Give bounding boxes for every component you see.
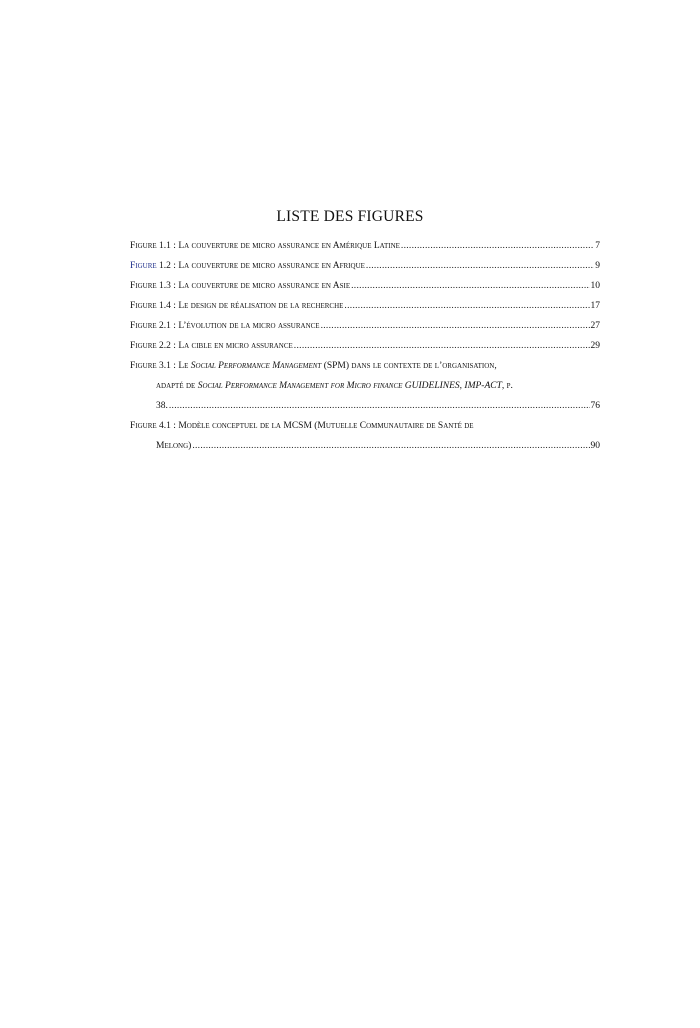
figure-entry-4-1[interactable]: Figure 4.1 : Modèle conceptuel de la MCSM (Mutuelle Communautaire de Santé de Melong) ..... 90	[130, 416, 600, 456]
leader-dots	[401, 236, 594, 256]
page-number: 7	[595, 241, 600, 251]
leader-dots	[321, 316, 590, 336]
figure-number: 1.4	[159, 301, 171, 311]
figure-entry-2-1[interactable]: Figure 2.1 : L’évolution de la micro assurance ..... 27	[130, 316, 600, 336]
page-number: 76	[590, 401, 600, 411]
page-number: 9	[595, 261, 600, 271]
figure-caption-part: adapté de	[156, 381, 196, 391]
figure-entry-1-3[interactable]: Figure 1.3 : La couverture de micro assurance en Asie ..... 10	[130, 276, 600, 296]
leader-dots	[366, 256, 594, 276]
figure-number: 3.1	[159, 361, 171, 371]
figure-label: Figure	[130, 281, 157, 291]
figure-label: Figure	[130, 301, 157, 311]
leader-dots	[192, 436, 589, 456]
figure-caption-part: (Mutuelle Communautaire de Santé de	[314, 421, 474, 431]
figure-number: 2.1	[159, 321, 171, 331]
figure-caption: L’évolution de la micro assurance	[178, 321, 320, 331]
figure-label: Figure	[130, 241, 157, 251]
figure-entry-1-4[interactable]: Figure 1.4 : Le design de réalisation de la recherche ..... 17	[130, 296, 600, 316]
figure-caption-part: Modèle conceptuel de la	[178, 421, 281, 431]
figure-label: Figure	[130, 421, 157, 431]
leader-dots	[344, 296, 589, 316]
figure-caption: La couverture de micro assurance en Asie	[178, 281, 351, 291]
figure-label: Figure	[130, 321, 157, 331]
figure-caption-italic: Social Performance Management	[190, 361, 322, 371]
figure-number: 1.3	[159, 281, 171, 291]
figure-caption-part: 38.	[156, 401, 168, 411]
figure-caption-abbrev: MCSM	[283, 421, 312, 431]
figure-label: Figure	[130, 361, 157, 371]
page-number: 17	[590, 301, 600, 311]
figure-caption-part: Le	[178, 361, 189, 371]
leader-dots	[169, 396, 590, 416]
figure-caption-part: dans le contexte de l’organisation,	[351, 361, 497, 371]
leader-dots	[294, 336, 590, 356]
figure-caption: La cible en micro assurance	[178, 341, 293, 351]
figure-number: 4.1	[159, 421, 171, 431]
figure-caption: La couverture de micro assurance en Afrique	[178, 261, 365, 271]
leader-dots	[351, 276, 589, 296]
page-number: 10	[590, 281, 600, 291]
figure-caption-italic-upper: GUIDELINES, IMP-ACT	[404, 381, 502, 391]
figure-caption-italic: Social Performance Management for Micro finance	[197, 381, 403, 391]
figure-label: Figure	[130, 341, 157, 351]
figure-caption-part: , p.	[501, 381, 513, 391]
figure-caption-part: Melong)	[156, 441, 192, 451]
figure-caption: La couverture de micro assurance en Amérique Latine	[178, 241, 400, 251]
figure-caption-abbrev: (SPM)	[323, 361, 350, 371]
page-number: 90	[590, 441, 600, 451]
figure-entry-3-1[interactable]: Figure 3.1 : Le Social Performance Management (SPM) dans le contexte de l’organisation, adapté de Social Performance Management for Micro finance GUIDELINES, IMP-ACT , p. 38. ..... 76	[130, 356, 600, 416]
figure-entry-2-2[interactable]: Figure 2.2 : La cible en micro assurance ..... 29	[130, 336, 600, 356]
figure-entry-1-2[interactable]: Figure 1.2 : La couverture de micro assurance en Afrique ..... 9	[130, 256, 600, 276]
figure-entry-1-1[interactable]: Figure 1.1 : La couverture de micro assurance en Amérique Latine ..... 7	[130, 236, 600, 256]
page-number: 29	[590, 341, 600, 351]
figure-caption: Le design de réalisation de la recherche	[178, 301, 344, 311]
figure-label-link[interactable]: Figure	[130, 261, 157, 271]
page-title: LISTE DES FIGURES	[276, 208, 424, 225]
figure-number: 1.1	[159, 241, 171, 251]
figure-number: 1.2	[159, 261, 171, 271]
page-number: 27	[590, 321, 600, 331]
figure-number: 2.2	[159, 341, 171, 351]
figure-list	[130, 236, 600, 456]
